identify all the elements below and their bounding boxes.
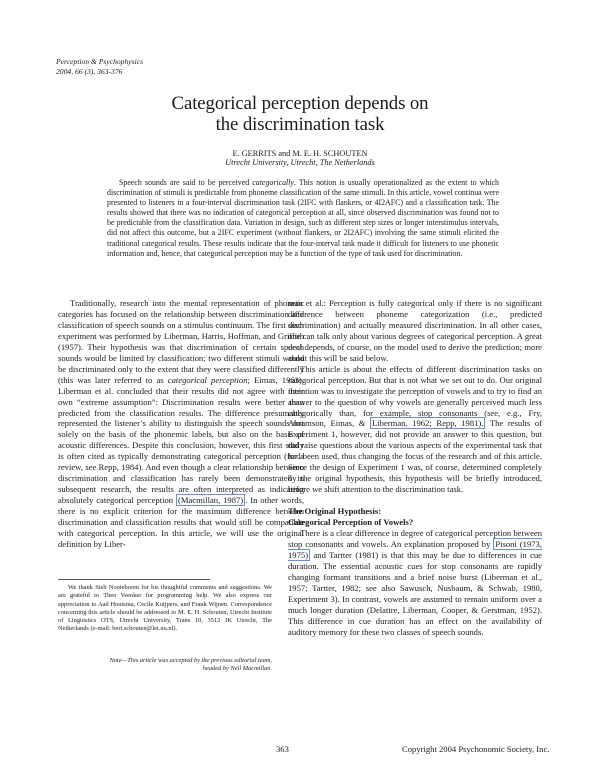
journal-citation: 2004, 66 (3), 363-376 bbox=[56, 67, 123, 76]
right-p2-text-b: The results of Experiment 1, however, did not provide an answer to this question, but did raise questions about the various aspects of the experimental task that had been used, thus changing the focus of the research and of this article. Since the design of Experiment 1 was, of course, determined completely by the original hypothesis, this hypothesis will be briefly introduced, before we shift attention to the discrimination task. bbox=[288, 418, 543, 495]
section-heading bbox=[288, 506, 542, 528]
page-number: 363 bbox=[276, 744, 289, 754]
footnote-rule bbox=[58, 579, 210, 580]
abstract bbox=[107, 178, 499, 259]
right-p3-text-b: and Tartter (1981) is that this may be due to differences in cue duration. The essential acoustic cues for stop consonants are rapidly changing formant transitions and a brief noise burst (Liberman et al., 1957; Tartter, 1982; see also Sawusch, Nusbaum, & Schwab, 1980, Experiment 3). In contrast, vowels are assumed to remain uniform over a much longer duration (Delattre, Liberman, Cooper, & Gerstman, 1952). This difference in cue duration has an effect on the availability of auditory memory for these two classes of speech sounds. bbox=[288, 549, 542, 637]
left-p1-text-a: Traditionally, research into the mental representation of phonetic categories has focused on the relationship between discrimination and classification of speech sounds on a stimulus continuum. The first such experiment was performed by Liberman, Harris, Hoffman, and Griffith (1957). Their hypothesis was that discrimination of certain speech sounds would be limited by classification; two different stimuli would be discriminated only to the extent that they were classified differently (this was later referred to as bbox=[58, 298, 304, 385]
right-column bbox=[288, 298, 542, 638]
right-p2-text-a: This article is about the effects of different discrimination tasks on categorical perception. But that is not what we set out to do. Our original intention was to investigate the perception of vowels and to try to find an answer to the question of why vowels are generally perceived much less categorically than, for example, stop consonants (see, e.g., Fry, Abramson, Eimas, & bbox=[288, 363, 542, 429]
editorial-note-line-1: Note—This article was accepted by the previous editorial team, bbox=[109, 657, 272, 664]
right-paragraph-1: man et al.: Perception is fully categorical only if there is no significant difference between phoneme categorization (i.e., predicted discrimination) and actually measured discrimination. In all other cases, one can talk only about various degrees of categorical perception. A great deal depends, of course, on the model used to derive the prediction; more about this will be said below. bbox=[288, 298, 542, 363]
title-line-2: the discrimination task bbox=[215, 114, 385, 135]
article-authors: E. GERRITS and M. E. H. SCHOUTEN bbox=[232, 149, 368, 158]
citation-link-liberman-repp[interactable]: Liberman, 1962; Repp, 1981). bbox=[372, 418, 484, 429]
right-p3-text-a: There is a clear difference in degree of categorical perception between stop consonants and vowels. An explanation proposed by bbox=[288, 528, 542, 550]
abstract-text-2: . This notion is usually operationalized as the extent to which discrimination of stimuli is predictable from phoneme classification of the same stimuli. In this article, vowel continua were presented to listeners in a four-interval discrimination task (2IFC with flankers, or 4I2AFC) and a classification task. The results showed that there was no indication of categorical perception at all, since observed discrimination was found not to be predictable from the classification data. Variation in design, such as different step sizes or longer interstimulus intervals, did not affect this outcome, but a 2IFC experiment (without flankers, or 2I2AFC) involving the same stimuli elicited the traditional categorical results. These results indicate that the four-interval task made it difficult for listeners to use phonetic information and, hence, that categorical perception may be a function of the type of task used for discrimination. bbox=[107, 178, 499, 258]
left-column bbox=[58, 298, 304, 550]
acknowledgment-footnote: We thank Sieb Nooteboom for his thoughtful comments and suggestions. We are grateful to Theo Veenker for programming help. We also express our appreciation to Aad Houtsma, Cecile Kuijpers, and Frank Wijnen. Correspondence concerning this article should be addressed to M. E. H. Schouten, Utrecht Institute of Linguistics OTS, Utrecht University, Trans 10, 3512 JK Utrecht, The Netherlands (e-mail: bert.schouten@let.uu.nl). bbox=[58, 584, 272, 633]
editorial-note-line-2: headed by Neil Macmillan. bbox=[202, 665, 272, 673]
editorial-note bbox=[58, 657, 272, 674]
section-heading-line-2: Categorical Perception of Vowels? bbox=[288, 517, 414, 528]
abstract-text-1: Speech sounds are said to be perceived bbox=[119, 178, 253, 187]
article-affiliation: Utrecht University, Utrecht, The Netherlands bbox=[225, 158, 375, 167]
left-paragraph-1 bbox=[58, 298, 304, 550]
right-paragraph-3 bbox=[288, 528, 542, 638]
journal-header bbox=[56, 57, 143, 77]
citation-link-macmillan-1987[interactable]: (Macmillan, 1987) bbox=[177, 495, 244, 506]
right-paragraph-2 bbox=[288, 364, 542, 495]
left-p1-emphasis: categorical perception bbox=[167, 374, 248, 385]
title-line-1: Categorical perception depends on bbox=[171, 93, 429, 114]
journal-name: Perception & Psychophysics bbox=[56, 57, 144, 66]
section-heading-line-1: The Original Hypothesis: bbox=[288, 506, 382, 517]
copyright-notice: Copyright 2004 Psychonomic Society, Inc. bbox=[402, 744, 550, 754]
article-title bbox=[60, 93, 540, 135]
left-p1-text-c: . In other words, there is no explicit criterion for the maximum difference between discrimination and classification results that would still be compatible with categorical perception. In this article, we will use the original definition by Liber- bbox=[58, 495, 304, 549]
left-p1-text-b: ; Eimas, 1963). Liberman et al. concluded that their results did not agree with their own “extreme assumption”: Discrimination results were better than predicted from the classification results. The difference presumably represented the listener’s ability to distinguish the speech sounds not solely on the basis of the phonemic labels, but also on the basis of acoustic differences. Despite this conclusion, however, this first study is often cited as typically demonstrating categorical perception (for a review, see Repp, 1984). And even though a clear relationship between discrimination and classification has rarely been demonstrated in subsequent research, the results are often interpreted as indicating absolutely categorical perception bbox=[58, 374, 304, 506]
citation-link-pisoni[interactable]: Pisoni (1973, 1975) bbox=[288, 539, 542, 560]
abstract-emphasis: categorically bbox=[252, 178, 294, 187]
